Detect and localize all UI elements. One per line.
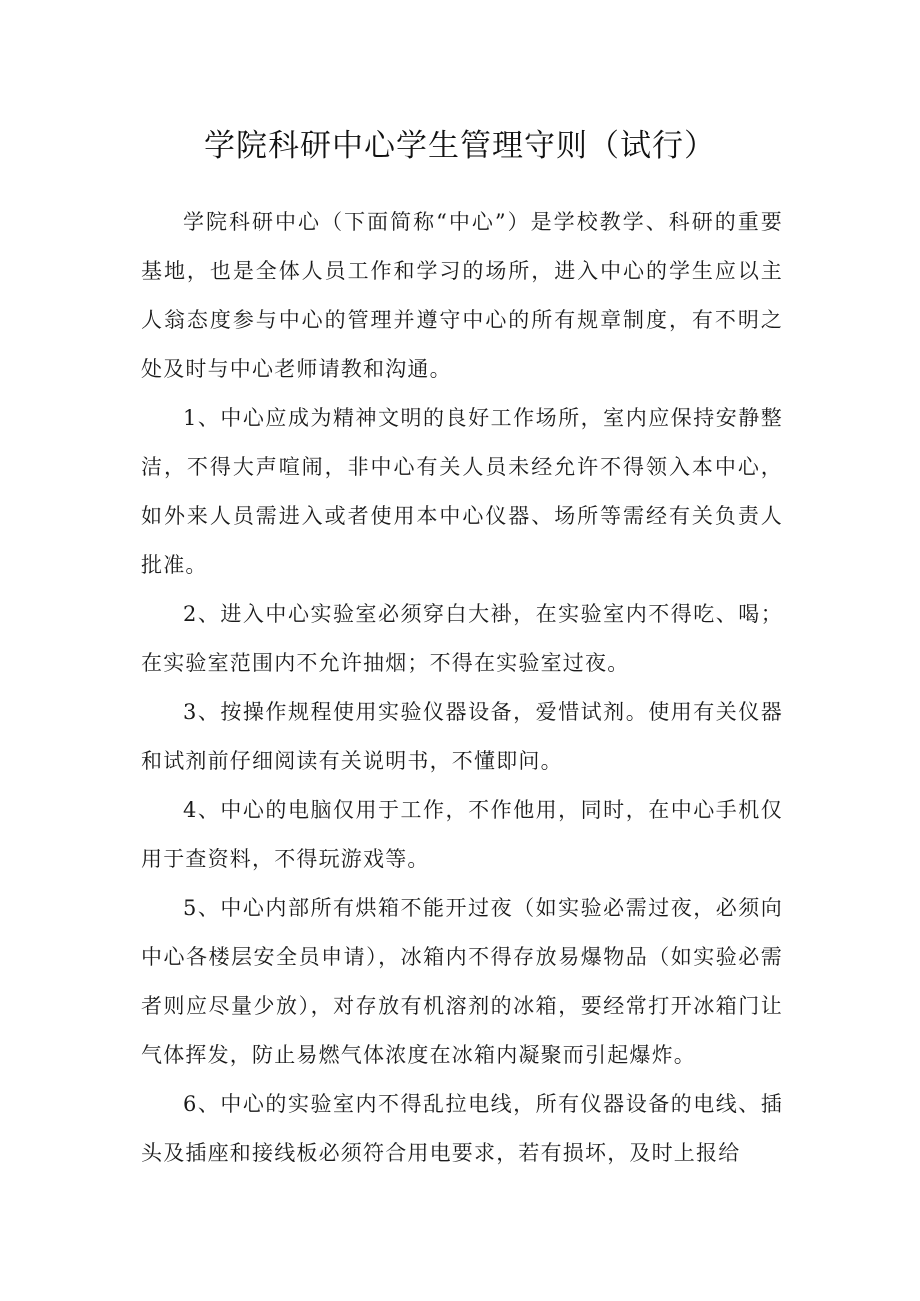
rule-1-paragraph: 1、中心应成为精神文明的良好工作场所，室内应保持安静整洁，不得大声喧闹，非中心有关人员未经允许不得领入本中心，如外来人员需进入或者使用本中心仪器、场所等需经有关负责人批准。: [141, 406, 783, 577]
rule-6-paragraph: 6、中心的实验室内不得乱拉电线，所有仪器设备的电线、插头及插座和接线板必须符合用电要求，若有损坏，及时上报给: [141, 1092, 783, 1165]
rule-3-paragraph: 3、按操作规程使用实验仪器设备，爱惜试剂。使用有关仪器和试剂前仔细阅读有关说明书，不懂即问。: [141, 700, 783, 773]
rule-4-paragraph: 4、中心的电脑仅用于工作，不作他用，同时，在中心手机仅用于查资料，不得玩游戏等。: [141, 798, 783, 871]
rule-2-paragraph: 2、进入中心实验室必须穿白大褂，在实验室内不得吃、喝；在实验室范围内不允许抽烟；不得在实验室过夜。: [141, 602, 783, 675]
intro-paragraph: 学院科研中心（下面简称“中心”）是学校教学、科研的重要基地，也是全体人员工作和学习的场所，进入中心的学生应以主人翁态度参与中心的管理并遵守中心的所有规章制度，有不明之处及时与中心老师请教和沟通。: [141, 210, 783, 381]
rule-5-paragraph: 5、中心内部所有烘箱不能开过夜（如实验必需过夜，必须向中心各楼层安全员申请），冰箱内不得存放易爆物品（如实验必需者则应尽量少放），对存放有机溶剂的冰箱，要经常打开冰箱门让气体挥发，防止易燃气体浓度在冰箱内凝聚而引起爆炸。: [141, 896, 783, 1067]
document-title: 学院科研中心学生管理守则（试行）: [204, 128, 716, 164]
document-body: [141, 198, 783, 1178]
